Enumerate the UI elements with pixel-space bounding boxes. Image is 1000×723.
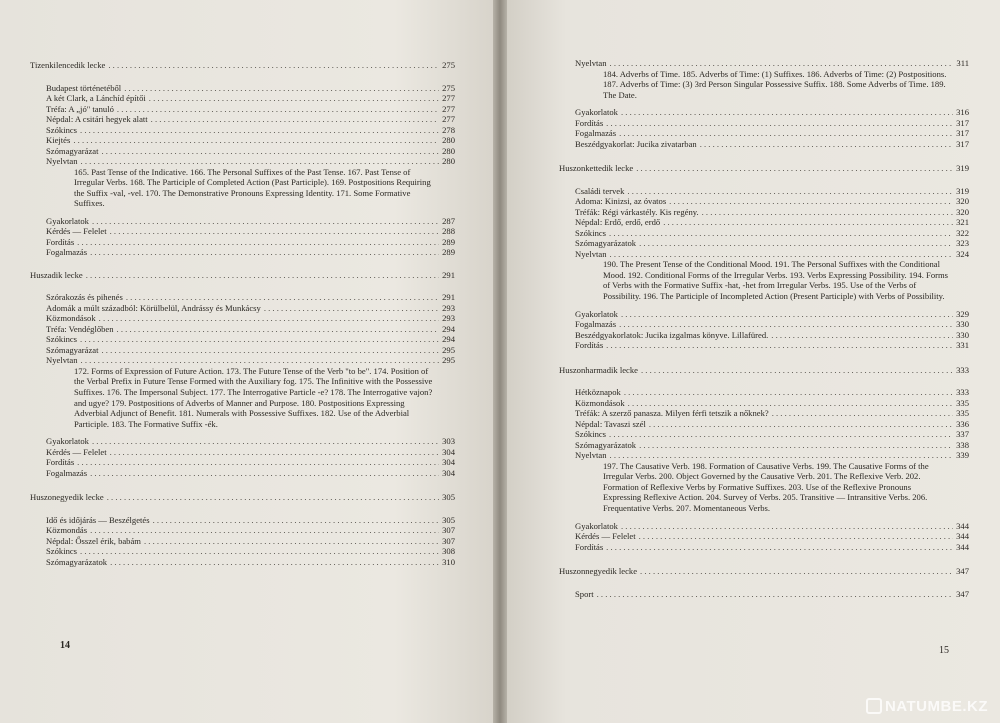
toc-entry-page: 308 [442, 546, 455, 557]
exercise-entry [46, 457, 455, 468]
toc-entry-title: Tréfa: A „jó" tanuló [46, 103, 114, 114]
dot-leader [90, 525, 439, 536]
toc-entry-page: 310 [442, 556, 455, 567]
book-gutter [493, 0, 507, 723]
dot-leader [640, 566, 953, 577]
exercise-entry-title: Fogalmazás [46, 467, 88, 478]
toc-entry [46, 125, 455, 136]
toc-entry-title: Nyelvtan [46, 156, 78, 166]
toc-entry-title: Tréfák: A szerző panasza. Milyen férfi tetszik a nőknek? [575, 408, 769, 419]
exercise-entry [46, 216, 455, 227]
toc-entry-page: 294 [442, 323, 455, 334]
toc-entry-title: Szókincs [575, 227, 607, 238]
toc-entry-title: Szómagyarázatok [46, 556, 108, 567]
dot-leader [80, 546, 439, 557]
dot-leader [639, 440, 953, 451]
toc-entry [46, 292, 455, 303]
toc-entry [575, 398, 969, 409]
exercise-entry-title: Gyakorlatok [575, 308, 618, 319]
toc-entry-title: Nyelvtan [575, 450, 607, 461]
toc-entry-page: 280 [442, 145, 455, 156]
dot-leader [619, 319, 953, 330]
dot-leader [641, 365, 953, 376]
grammar-topics: 197. The Causative Verb. 198. Formation of Causative Verbs. 199. The Causative Forms of the Irregular Verbs. 200. Object Governed by the Causative Verb. 201. The Reflexive Verb. 202. Formation of Reflexive Verbs by Formative Suffixes. 203. Use of the Reflexive Pronouns Expressing Reflexive Action. 204. Survey of Verbs. 205. Transitive — Intransitive Verbs. 206. Frequentative Verbs. 207. Momentaneous Verbs. [603, 460, 929, 514]
toc-chapter [559, 58, 969, 149]
exercise-entry-title: Kérdés — Felelet [46, 446, 107, 457]
toc-entry-page: 320 [956, 196, 969, 207]
toc-entry [46, 156, 455, 167]
toc-entry-title: Közmondások [46, 313, 96, 324]
toc-entry [575, 58, 969, 69]
dot-leader [151, 114, 439, 125]
exercise-entry [575, 139, 969, 150]
dot-leader [86, 270, 439, 281]
dot-leader [117, 324, 440, 335]
toc-entry-page: 333 [956, 387, 969, 398]
toc-entry-title: Szómagyarázatok [575, 238, 637, 249]
chapter-heading-title: Huszonnegyedik lecke [559, 566, 638, 577]
dot-leader [102, 146, 440, 157]
dot-leader [144, 536, 439, 547]
toc-entry-title: Hétköznapok [575, 387, 621, 398]
exercise-entry [46, 226, 455, 237]
exercise-entry [575, 521, 969, 532]
toc-entry [46, 334, 455, 345]
toc-entry-title: Adoma: Kinizsi, az óvatos [575, 196, 667, 207]
dot-leader [80, 125, 439, 136]
toc-entry [575, 429, 969, 440]
toc-entry-page: 324 [956, 248, 969, 259]
toc-entry-page: 339 [956, 450, 969, 461]
exercise-entry-page: 304 [442, 457, 455, 468]
toc-entry-page: 319 [956, 185, 969, 196]
right-toc [559, 58, 969, 599]
grammar-topics: 184. Adverbs of Time. 185. Adverbs of Time: (1) Suffixes. 186. Adverbs of Time: (2) Postpositions. 187. Adverbs of Time: (3) 3rd Person Singular Possessive Suffix. 188. Some Adverbs of Time. 189. The Date. [603, 68, 947, 100]
toc-entry [46, 536, 455, 547]
dot-leader [597, 589, 953, 600]
toc-entry-title: Szómagyarázat [46, 145, 99, 156]
dot-leader [649, 419, 953, 430]
dot-leader [663, 217, 953, 228]
toc-entry-title: Nyelvtan [46, 355, 78, 366]
dot-leader [636, 163, 953, 174]
toc-entry-page: 293 [442, 313, 455, 324]
toc-entry-page: 277 [442, 93, 455, 103]
chapter-heading-page: 333 [956, 364, 969, 375]
chapter-heading-title: Tizenkilencedik lecke [30, 60, 106, 70]
dot-leader [110, 226, 439, 237]
exercise-entry [575, 542, 969, 553]
chapter-heading-page: 319 [956, 163, 969, 174]
dot-leader [700, 139, 953, 150]
exercise-entry [575, 128, 969, 139]
exercise-entry-page: 304 [442, 467, 455, 478]
right-page [507, 0, 1000, 723]
exercise-entry-page: 289 [442, 247, 455, 258]
dot-leader [772, 408, 953, 419]
chapter-contents [30, 292, 455, 478]
exercise-entry [575, 531, 969, 542]
toc-entry-title: Szókincs [46, 334, 78, 345]
dot-leader [264, 303, 439, 314]
toc-entry-page: 277 [442, 103, 455, 114]
toc-entry [575, 207, 969, 218]
dot-leader [153, 515, 440, 526]
toc-entry [46, 146, 455, 157]
toc-entry-page: 335 [956, 397, 969, 408]
dot-leader [149, 93, 439, 104]
toc-entry-page: 278 [442, 124, 455, 135]
toc-entry [46, 303, 455, 314]
page-number-left: 14 [60, 640, 70, 651]
toc-entry-title: Tréfák: Régi várkastély. Kis regény. [575, 206, 699, 217]
toc-entry-title: Közmondások [575, 397, 625, 408]
toc-entry [46, 114, 455, 125]
exercise-entry-page: 288 [442, 226, 455, 237]
toc-entry-page: 277 [442, 114, 455, 124]
toc-entry [46, 345, 455, 356]
toc-entry-title: Adomák a múlt századból: Körülbelül, Andrássy és Munkácsy [46, 302, 261, 313]
toc-entry-page: 307 [442, 525, 455, 536]
toc-entry-title: Tréfa: Vendéglőben [46, 323, 114, 334]
dot-leader [621, 521, 953, 532]
chapter-heading-page: 291 [442, 269, 455, 280]
toc-entry-title: Szókincs [46, 124, 78, 135]
dot-leader [621, 309, 953, 320]
toc-entry-title: Nyelvtan [575, 58, 607, 68]
toc-entry [575, 249, 969, 260]
exercise-entry-title: Gyakorlatok [575, 107, 618, 118]
chapter-heading [30, 60, 455, 71]
toc-entry-page: 295 [442, 355, 455, 366]
toc-entry-title: Népdal: Ősszel érik, babám [46, 535, 141, 546]
dot-leader [606, 340, 953, 351]
toc-entry-title: Kiejtés [46, 135, 71, 145]
grammar-topics: 165. Past Tense of the Indicative. 166. The Personal Suffixes of the Past Tense. 167. Past Tense of Irregular Verbs. 168. The Participle of Completed Action (Past Participle). 169. Postpositions Requiring the Suffix -val, -vel. 170. The Demonstrative Pronouns Expressing Identity. 171. Some Formative Suffixes. [74, 166, 431, 209]
toc-entry-page: 338 [956, 439, 969, 450]
toc-entry-title: Szómagyarázat [46, 344, 99, 355]
dot-leader [126, 292, 439, 303]
toc-entry-title: Szórakozás és pihenés [46, 292, 123, 303]
toc-entry-page: 336 [956, 418, 969, 429]
exercise-entry-page: 317 [956, 128, 969, 139]
toc-entry-title: Sport [575, 588, 594, 599]
dot-leader [99, 313, 439, 324]
chapter-heading-page: 275 [442, 60, 455, 70]
toc-entry-title: Népdal: Erdő, erdő, erdő [575, 217, 661, 228]
toc-entry-page: 295 [442, 344, 455, 355]
watermark-text: NATUMBE.KZ [884, 698, 988, 715]
toc-entry-page: 280 [442, 156, 455, 166]
toc-entry-page: 293 [442, 302, 455, 313]
dot-leader [621, 107, 953, 118]
dot-leader [628, 398, 953, 409]
toc-entry [46, 515, 455, 526]
toc-entry [575, 217, 969, 228]
dot-leader [627, 186, 953, 197]
toc-entry-title: Szókincs [46, 546, 78, 557]
chapter-contents [559, 589, 969, 600]
chapter-contents [559, 387, 969, 552]
dot-leader [117, 104, 439, 115]
dot-leader [77, 457, 439, 468]
exercise-entry-title: Fordítás [46, 457, 75, 468]
toc-entry-page: 321 [956, 217, 969, 228]
chapter-heading [30, 492, 455, 503]
chapter-contents [30, 515, 455, 568]
chapter-heading-title: Huszonharmadik lecke [559, 364, 638, 375]
chapter-contents [559, 186, 969, 351]
chapter-heading-page: 347 [956, 566, 969, 577]
toc-entry-page: 323 [956, 238, 969, 249]
toc-entry [575, 419, 969, 430]
dot-leader [107, 492, 439, 503]
dot-leader [606, 118, 953, 129]
toc-entry [46, 525, 455, 536]
toc-chapter [559, 365, 969, 552]
toc-entry-page: 322 [956, 227, 969, 238]
exercise-entry [46, 468, 455, 479]
chapter-heading [559, 566, 969, 577]
toc-entry-title: Nyelvtan [575, 248, 607, 259]
dot-leader [90, 468, 439, 479]
dot-leader [108, 60, 439, 71]
exercise-entry-title: Fordítás [575, 340, 604, 351]
toc-entry-title: Idő és időjárás — Beszélgetés [46, 514, 150, 525]
exercise-entry-title: Gyakorlatok [46, 215, 89, 226]
exercise-entry [46, 237, 455, 248]
dot-leader [90, 247, 439, 258]
toc-entry-title: A két Clark, a Lánchíd építői [46, 93, 146, 103]
dot-leader [619, 128, 953, 139]
toc-entry [46, 324, 455, 335]
toc-entry [575, 440, 969, 451]
exercise-entry-title: Gyakorlatok [46, 436, 89, 447]
chapter-contents [559, 58, 969, 149]
exercise-entry-title: Fogalmazás [575, 319, 617, 330]
dot-leader [81, 355, 440, 366]
page-number-right: 15 [939, 645, 949, 656]
chapter-heading-title: Huszonegyedik lecke [30, 492, 104, 503]
dot-leader [102, 345, 440, 356]
toc-entry-page: 305 [442, 514, 455, 525]
exercise-entry-title: Fogalmazás [575, 128, 617, 139]
toc-chapter [559, 566, 969, 599]
exercise-entry-page: 344 [956, 541, 969, 552]
exercise-entry [575, 118, 969, 129]
exercise-entry-page: 344 [956, 520, 969, 531]
toc-entry-page: 335 [956, 408, 969, 419]
toc-chapter [30, 270, 455, 479]
dot-leader [92, 216, 439, 227]
exercise-entry [575, 330, 969, 341]
toc-entry [575, 186, 969, 197]
toc-entry-page: 311 [956, 58, 969, 68]
dot-leader [702, 207, 953, 218]
toc-entry-title: Családi tervek [575, 185, 625, 196]
dot-leader [124, 83, 439, 94]
toc-entry [46, 104, 455, 115]
exercise-entry [46, 247, 455, 258]
toc-entry [575, 228, 969, 239]
exercise-entry [575, 319, 969, 330]
chapter-heading [30, 270, 455, 281]
dot-leader [73, 135, 439, 146]
toc-entry-page: 320 [956, 206, 969, 217]
exercise-entry [575, 340, 969, 351]
toc-entry-page: 347 [956, 588, 969, 599]
toc-entry [575, 450, 969, 461]
chapter-heading [559, 163, 969, 174]
toc-chapter [559, 163, 969, 350]
toc-entry [46, 83, 455, 94]
watermark-logo-icon [866, 698, 882, 714]
toc-entry-title: Szókincs [575, 429, 607, 440]
left-page [0, 0, 493, 723]
exercise-entry-page: 344 [956, 531, 969, 542]
exercise-entry-page: 303 [442, 436, 455, 447]
chapter-heading-title: Huszonkettedik lecke [559, 163, 634, 174]
exercise-entry [575, 309, 969, 320]
toc-entry-title: Népdal: A csitári hegyek alatt [46, 114, 148, 124]
toc-entry-page: 280 [442, 135, 455, 145]
dot-leader [624, 387, 953, 398]
watermark [866, 698, 988, 715]
dot-leader [610, 249, 954, 260]
toc-entry [575, 589, 969, 600]
toc-entry-page: 294 [442, 334, 455, 345]
exercise-entry-title: Beszédgyakorlatok: Jucika izgalmas könyve. Lillafüred. [575, 329, 769, 340]
toc-entry [46, 546, 455, 557]
dot-leader [610, 450, 954, 461]
toc-entry [46, 313, 455, 324]
dot-leader [609, 429, 953, 440]
dot-leader [80, 334, 439, 345]
exercise-entry-page: 330 [956, 319, 969, 330]
exercise-entry-title: Beszédgyakorlat: Jucika zivatarban [575, 138, 697, 149]
toc-entry [575, 408, 969, 419]
chapter-contents [30, 83, 455, 258]
toc-entry-title: Szómagyarázatok [575, 439, 637, 450]
dot-leader [639, 531, 953, 542]
dot-leader [110, 557, 439, 568]
toc-entry [575, 196, 969, 207]
left-toc [30, 60, 455, 567]
exercise-entry [46, 447, 455, 458]
toc-entry-title: Közmondás [46, 525, 88, 536]
dot-leader [639, 238, 953, 249]
exercise-entry-title: Kérdés — Felelet [575, 531, 636, 542]
dot-leader [610, 58, 954, 69]
dot-leader [110, 447, 439, 458]
exercise-entry-page: 330 [956, 329, 969, 340]
toc-entry [46, 93, 455, 104]
exercise-entry-title: Fordítás [575, 541, 604, 552]
toc-entry-page: 291 [442, 292, 455, 303]
exercise-entry-page: 304 [442, 446, 455, 457]
exercise-entry-page: 289 [442, 236, 455, 247]
dot-leader [606, 542, 953, 553]
toc-entry-page: 275 [442, 82, 455, 93]
exercise-entry [46, 436, 455, 447]
dot-leader [81, 156, 440, 167]
grammar-topics: 172. Forms of Expression of Future Action. 173. The Future Tense of the Verb "to be". 174. Position of the Verbal Prefix in Future Tense Formed with the Auxiliary fog. 175. The Infinitive with the Possessive Suffixes. 176. The Impersonal Subject. 177. The Interrogative Particle -e? 178. The Interrogative vajon? and ugye? 179. Postpositions of Adverbs of Manner and Purpose. 180. Postpositions Expressing Adverbial Adjunct of Benefit. 181. Numerals with Possessive Suffixes. 182. Use of the Adverbial Participle. 183. The Formative Suffix -ék. [74, 365, 433, 429]
toc-entry [46, 557, 455, 568]
exercise-entry-title: Fordítás [46, 236, 75, 247]
exercise-entry-page: 317 [956, 138, 969, 149]
dot-leader [771, 330, 953, 341]
toc-chapter [30, 492, 455, 567]
exercise-entry-page: 331 [956, 340, 969, 351]
dot-leader [609, 228, 953, 239]
dot-leader [669, 196, 953, 207]
chapter-heading-page: 305 [442, 492, 455, 503]
exercise-entry-page: 317 [956, 117, 969, 128]
toc-chapter [30, 60, 455, 258]
exercise-entry-page: 329 [956, 308, 969, 319]
exercise-entry-title: Kérdés — Felelet [46, 226, 107, 237]
toc-entry [46, 355, 455, 366]
toc-entry [575, 387, 969, 398]
exercise-entry-page: 316 [956, 107, 969, 118]
toc-entry-title: Népdal: Tavaszi szél [575, 418, 646, 429]
exercise-entry-page: 287 [442, 215, 455, 226]
grammar-topics: 190. The Present Tense of the Conditional Mood. 191. The Personal Suffixes with the Conditional Mood. 192. Conditional Forms of the Irregular Verbs. 193. Verbs Expressing Possibility. 194. Forms of Verbs with the Formative Suffix -hat, -het from Irregular Verbs. 195. Use of the Verbs of Possibility. 196. The Participle of Incompleted Action (Present Participle) with Verbs of Possibility. [603, 259, 949, 302]
chapter-heading-title: Huszadik lecke [30, 269, 83, 280]
dot-leader [92, 436, 439, 447]
chapter-heading [559, 365, 969, 376]
toc-entry [575, 238, 969, 249]
exercise-entry-title: Fordítás [575, 117, 604, 128]
dot-leader [77, 237, 439, 248]
toc-entry-title: Budapest történetéből [46, 82, 122, 93]
exercise-entry-title: Gyakorlatok [575, 520, 618, 531]
exercise-entry-title: Fogalmazás [46, 247, 88, 258]
toc-entry-page: 337 [956, 429, 969, 440]
toc-entry-page: 307 [442, 535, 455, 546]
exercise-entry [575, 107, 969, 118]
toc-entry [46, 135, 455, 146]
